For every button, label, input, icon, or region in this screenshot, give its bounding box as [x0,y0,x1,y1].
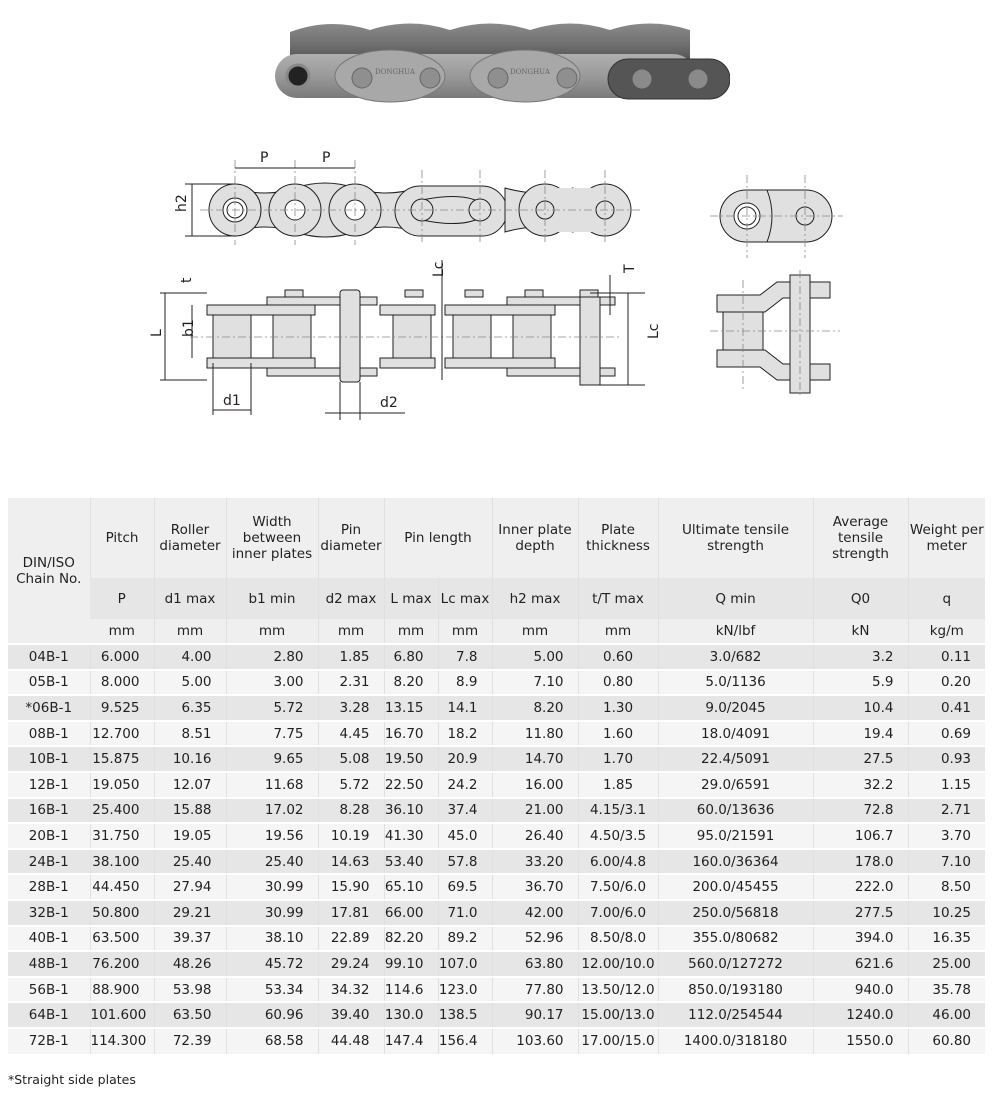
table-row [8,849,985,875]
table-row [8,721,985,747]
table-row [8,695,985,721]
value-cell: 123.0 [438,977,492,1003]
sym-cell: L max [384,578,438,619]
chain-side-view-diagram [140,255,680,425]
value-cell: 77.80 [492,977,578,1003]
sym-cell: t/T max [578,578,658,619]
value-cell: 41.30 [384,823,438,849]
value-cell: 33.20 [492,849,578,875]
header-weight: Weight per meter [908,498,985,578]
value-cell: 15.88 [154,798,226,824]
value-cell: 44.48 [318,1028,384,1054]
chain-no-cell: 56B-1 [8,977,90,1003]
value-cell: 106.7 [813,823,908,849]
value-cell: 89.2 [438,926,492,952]
value-cell: 53.40 [384,849,438,875]
value-cell: 8.50/8.0 [578,926,658,952]
value-cell: 8.20 [384,670,438,696]
sym-cell: q [908,578,985,619]
value-cell: 66.00 [384,900,438,926]
unit-cell: mm [226,619,318,644]
footnote: *Straight side plates [8,1072,136,1087]
value-cell: 29.24 [318,951,384,977]
table-row [8,874,985,900]
value-cell: 15.00/13.0 [578,1002,658,1028]
value-cell: 147.4 [384,1028,438,1054]
chain-no-cell: 24B-1 [8,849,90,875]
header-width-inner-plates: Width between inner plates [226,498,318,578]
value-cell: 32.2 [813,772,908,798]
chain-spec-table [8,498,985,1054]
chain-no-cell: 08B-1 [8,721,90,747]
svg-text:b1: b1 [181,319,197,337]
value-cell: 5.72 [318,772,384,798]
chain-no-cell: *06B-1 [8,695,90,721]
value-cell: 38.100 [90,849,154,875]
value-cell: 38.10 [226,926,318,952]
value-cell: 7.50/6.0 [578,874,658,900]
table-row [8,926,985,952]
chain-no-cell: 64B-1 [8,1002,90,1028]
value-cell: 3.00 [226,670,318,696]
value-cell: 5.00 [492,644,578,670]
unit-cell: mm [154,619,226,644]
value-cell: 34.32 [318,977,384,1003]
value-cell: 3.2 [813,644,908,670]
value-cell: 14.63 [318,849,384,875]
value-cell: 42.00 [492,900,578,926]
table-row [8,746,985,772]
value-cell: 1.85 [318,644,384,670]
value-cell: 3.70 [908,823,985,849]
chain-no-cell: 48B-1 [8,951,90,977]
value-cell: 10.25 [908,900,985,926]
value-cell: 27.5 [813,746,908,772]
value-cell: 560.0/127272 [658,951,813,977]
value-cell: 5.08 [318,746,384,772]
table-row [8,951,985,977]
value-cell: 250.0/56818 [658,900,813,926]
table-row [8,644,985,670]
value-cell: 8.51 [154,721,226,747]
value-cell: 17.02 [226,798,318,824]
header-symbols-row [8,578,985,619]
value-cell: 25.00 [908,951,985,977]
value-cell: 82.20 [384,926,438,952]
value-cell: 71.0 [438,900,492,926]
svg-text:P: P [260,150,269,166]
value-cell: 36.70 [492,874,578,900]
value-cell: 16.70 [384,721,438,747]
value-cell: 46.00 [908,1002,985,1028]
unit-cell: kg/m [908,619,985,644]
svg-text:Lc: Lc [431,261,447,277]
value-cell: 19.05 [154,823,226,849]
table-row [8,977,985,1003]
value-cell: 4.50/3.5 [578,823,658,849]
header-pin-length: Pin length [384,498,492,578]
value-cell: 44.450 [90,874,154,900]
value-cell: 9.0/2045 [658,695,813,721]
value-cell: 36.10 [384,798,438,824]
unit-cell: mm [318,619,384,644]
value-cell: 355.0/80682 [658,926,813,952]
value-cell: 0.80 [578,670,658,696]
value-cell: 99.10 [384,951,438,977]
value-cell: 222.0 [813,874,908,900]
value-cell: 160.0/36364 [658,849,813,875]
value-cell: 0.20 [908,670,985,696]
value-cell: 9.525 [90,695,154,721]
value-cell: 6.000 [90,644,154,670]
value-cell: 156.4 [438,1028,492,1054]
value-cell: 63.50 [154,1002,226,1028]
value-cell: 7.10 [908,849,985,875]
value-cell: 22.4/5091 [658,746,813,772]
value-cell: 10.4 [813,695,908,721]
value-cell: 13.15 [384,695,438,721]
value-cell: 2.80 [226,644,318,670]
value-cell: 0.93 [908,746,985,772]
chain-no-cell: 10B-1 [8,746,90,772]
value-cell: 940.0 [813,977,908,1003]
value-cell: 12.07 [154,772,226,798]
value-cell: 25.40 [154,849,226,875]
svg-text:Lc: Lc [646,323,662,339]
chain-no-cell: 28B-1 [8,874,90,900]
table-row [8,823,985,849]
value-cell: 25.400 [90,798,154,824]
value-cell: 1550.0 [813,1028,908,1054]
value-cell: 6.80 [384,644,438,670]
value-cell: 17.00/15.0 [578,1028,658,1054]
value-cell: 14.70 [492,746,578,772]
value-cell: 18.0/4091 [658,721,813,747]
value-cell: 72.39 [154,1028,226,1054]
value-cell: 21.00 [492,798,578,824]
value-cell: 63.80 [492,951,578,977]
sym-cell: Q min [658,578,813,619]
chain-no-cell: 05B-1 [8,670,90,696]
value-cell: 60.80 [908,1028,985,1054]
value-cell: 95.0/21591 [658,823,813,849]
unit-cell: mm [578,619,658,644]
value-cell: 12.700 [90,721,154,747]
value-cell: 5.00 [154,670,226,696]
sym-cell: Q0 [813,578,908,619]
value-cell: 1.60 [578,721,658,747]
spec-table-body [8,644,985,1054]
value-cell: 10.16 [154,746,226,772]
value-cell: 30.99 [226,874,318,900]
svg-text:P: P [322,150,331,166]
chain-no-cell: 04B-1 [8,644,90,670]
value-cell: 65.10 [384,874,438,900]
value-cell: 37.4 [438,798,492,824]
unit-cell: kN [813,619,908,644]
unit-cell: mm [492,619,578,644]
value-cell: 53.98 [154,977,226,1003]
value-cell: 1.85 [578,772,658,798]
value-cell: 1.15 [908,772,985,798]
value-cell: 45.0 [438,823,492,849]
value-cell: 39.40 [318,1002,384,1028]
value-cell: 103.60 [492,1028,578,1054]
value-cell: 200.0/45455 [658,874,813,900]
svg-text:DONGHUA: DONGHUA [510,68,550,76]
value-cell: 88.900 [90,977,154,1003]
value-cell: 8.20 [492,695,578,721]
svg-text:h2: h2 [174,194,190,212]
value-cell: 90.17 [492,1002,578,1028]
chain-no-cell: 40B-1 [8,926,90,952]
value-cell: 7.75 [226,721,318,747]
header-ultimate-tensile: Ultimate tensile strength [658,498,813,578]
value-cell: 60.0/13636 [658,798,813,824]
header-inner-plate-depth: Inner plate depth [492,498,578,578]
header-pitch: Pitch [90,498,154,578]
value-cell: 1.30 [578,695,658,721]
unit-cell: mm [384,619,438,644]
header-chain-no: DIN/ISO Chain No. [8,498,90,644]
value-cell: 69.5 [438,874,492,900]
table-row [8,772,985,798]
value-cell: 19.4 [813,721,908,747]
value-cell: 14.1 [438,695,492,721]
sym-cell: d1 max [154,578,226,619]
value-cell: 178.0 [813,849,908,875]
svg-text:DONGHUA: DONGHUA [375,68,415,76]
value-cell: 16.00 [492,772,578,798]
value-cell: 35.78 [908,977,985,1003]
value-cell: 0.69 [908,721,985,747]
value-cell: 6.35 [154,695,226,721]
value-cell: 394.0 [813,926,908,952]
value-cell: 13.50/12.0 [578,977,658,1003]
value-cell: 31.750 [90,823,154,849]
value-cell: 8.000 [90,670,154,696]
svg-text:t: t [179,277,195,283]
value-cell: 3.0/682 [658,644,813,670]
sym-cell: b1 min [226,578,318,619]
sym-cell: d2 max [318,578,384,619]
value-cell: 20.9 [438,746,492,772]
value-cell: 7.10 [492,670,578,696]
value-cell: 29.0/6591 [658,772,813,798]
table-row [8,670,985,696]
value-cell: 12.00/10.0 [578,951,658,977]
offset-link-side-diagram [705,270,845,395]
header-plate-thickness: Plate thickness [578,498,658,578]
chain-no-cell: 32B-1 [8,900,90,926]
value-cell: 1400.0/318180 [658,1028,813,1054]
value-cell: 45.72 [226,951,318,977]
value-cell: 57.8 [438,849,492,875]
svg-text:d1: d1 [223,393,241,409]
value-cell: 30.99 [226,900,318,926]
value-cell: 277.5 [813,900,908,926]
value-cell: 8.50 [908,874,985,900]
value-cell: 621.6 [813,951,908,977]
value-cell: 8.9 [438,670,492,696]
svg-text:T: T [622,264,638,273]
value-cell: 3.28 [318,695,384,721]
sym-cell: h2 max [492,578,578,619]
value-cell: 112.0/254544 [658,1002,813,1028]
chain-no-cell: 16B-1 [8,798,90,824]
header-pin-diameter: Pin diameter [318,498,384,578]
table-row [8,798,985,824]
value-cell: 107.0 [438,951,492,977]
value-cell: 9.65 [226,746,318,772]
value-cell: 22.89 [318,926,384,952]
value-cell: 4.00 [154,644,226,670]
value-cell: 68.58 [226,1028,318,1054]
chain-no-cell: 72B-1 [8,1028,90,1054]
value-cell: 17.81 [318,900,384,926]
value-cell: 26.40 [492,823,578,849]
value-cell: 7.00/6.0 [578,900,658,926]
chain-photo [270,12,730,104]
value-cell: 16.35 [908,926,985,952]
value-cell: 0.11 [908,644,985,670]
value-cell: 53.34 [226,977,318,1003]
value-cell: 5.9 [813,670,908,696]
value-cell: 48.26 [154,951,226,977]
value-cell: 114.6 [384,977,438,1003]
value-cell: 0.41 [908,695,985,721]
value-cell: 5.72 [226,695,318,721]
value-cell: 19.50 [384,746,438,772]
value-cell: 0.60 [578,644,658,670]
sym-cell: P [90,578,154,619]
value-cell: 19.56 [226,823,318,849]
value-cell: 22.50 [384,772,438,798]
value-cell: 19.050 [90,772,154,798]
table-row [8,1028,985,1054]
value-cell: 2.31 [318,670,384,696]
table-row [8,900,985,926]
value-cell: 72.8 [813,798,908,824]
value-cell: 24.2 [438,772,492,798]
value-cell: 5.0/1136 [658,670,813,696]
svg-text:d2: d2 [380,395,398,411]
value-cell: 138.5 [438,1002,492,1028]
value-cell: 52.96 [492,926,578,952]
value-cell: 8.28 [318,798,384,824]
value-cell: 15.90 [318,874,384,900]
value-cell: 130.0 [384,1002,438,1028]
chain-no-cell: 20B-1 [8,823,90,849]
value-cell: 25.40 [226,849,318,875]
unit-cell: kN/lbf [658,619,813,644]
value-cell: 2.71 [908,798,985,824]
value-cell: 101.600 [90,1002,154,1028]
header-roller-diameter: Roller diameter [154,498,226,578]
sym-cell: Lc max [438,578,492,619]
unit-cell: mm [438,619,492,644]
value-cell: 27.94 [154,874,226,900]
value-cell: 18.2 [438,721,492,747]
unit-cell: mm [90,619,154,644]
offset-link-top-diagram [705,170,845,260]
value-cell: 11.68 [226,772,318,798]
svg-text:L: L [149,329,165,337]
value-cell: 114.300 [90,1028,154,1054]
value-cell: 1.70 [578,746,658,772]
value-cell: 7.8 [438,644,492,670]
value-cell: 63.500 [90,926,154,952]
value-cell: 60.96 [226,1002,318,1028]
header-units-row [8,619,985,644]
chain-top-view-diagram [160,140,660,250]
value-cell: 15.875 [90,746,154,772]
value-cell: 6.00/4.8 [578,849,658,875]
chain-no-cell: 12B-1 [8,772,90,798]
value-cell: 11.80 [492,721,578,747]
header-average-tensile: Average tensile strength [813,498,908,578]
value-cell: 4.15/3.1 [578,798,658,824]
value-cell: 1240.0 [813,1002,908,1028]
value-cell: 50.800 [90,900,154,926]
value-cell: 4.45 [318,721,384,747]
table-row [8,1002,985,1028]
value-cell: 850.0/193180 [658,977,813,1003]
value-cell: 76.200 [90,951,154,977]
value-cell: 39.37 [154,926,226,952]
value-cell: 29.21 [154,900,226,926]
value-cell: 10.19 [318,823,384,849]
